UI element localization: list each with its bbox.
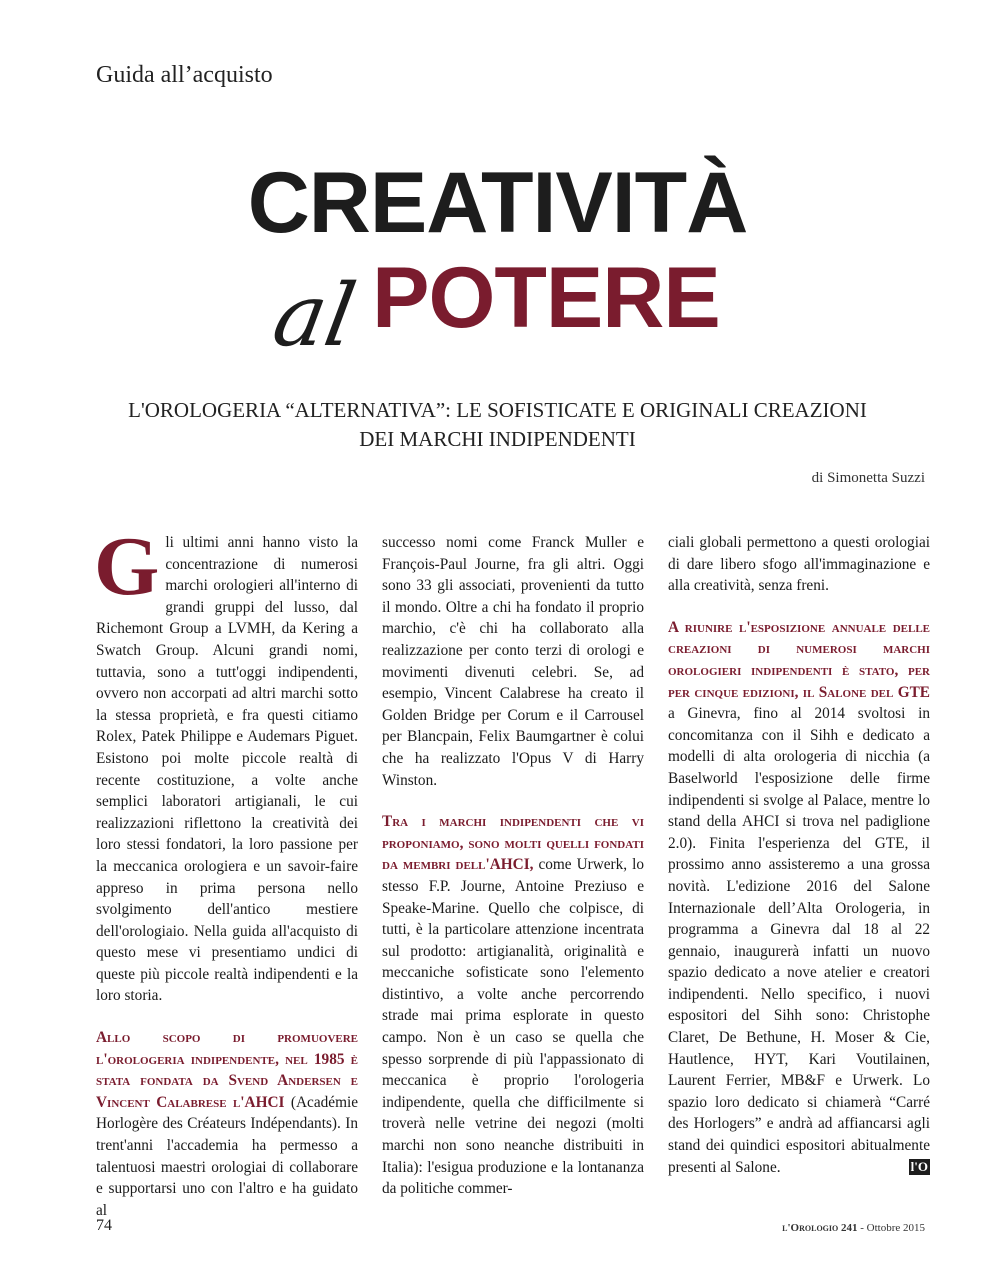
page-number: 74 <box>96 1217 112 1234</box>
paragraph <box>96 1027 358 1221</box>
headline-line-1: CREATIVITÀ <box>247 155 748 251</box>
article-column-1 <box>94 520 359 1241</box>
footer-credit <box>782 1222 925 1234</box>
paragraph <box>668 532 930 597</box>
lead-in: Allo scopo di promuovere l'orologeria indipendente, nel 1985 è stata fondata da Svend Andersen e Vincent Calabrese l'AHCI <box>96 1029 358 1111</box>
section-label: Guida all’acquisto <box>96 62 273 88</box>
paragraph-text: a Ginevra, fino al 2014 svoltosi in concomitanza con il Sihh e dedicato a modelli di alta orologeria di nicchia (a Baselworld l'esposizione delle firme indipendenti si svolge al Palace, mentre lo stand della AHCI si trova nel padiglione 2.0). Finita l'esperienza del GTE, il prossimo anno assisteremo a una grossa novità. L'edizione 2016 del Salone Internazionale dell’Alta Orologeria, in programma a Ginevra dal 18 al 22 gennaio, inaugurerà infatti un nuovo spazio dedicato a nove atelier e creatori indipendenti. Nello specifico, i nuovi espositori del Sihh sono: Christophe Claret, De Bethune, H. Moser & Cie, Hautlence, HYT, Kari Voutilainen, Laurent Ferrier, MB&F e Urwerk. Lo spazio loro dedicato si chiamerà “Carré des Horlogers” e andrà ad affiancarsi agli stand dei quindici espositori abitualmente presenti al Salone. <box>668 705 930 1176</box>
paragraph <box>382 811 644 1200</box>
subtitle <box>90 396 905 454</box>
lead-in: A riunire l'esposizione annuale delle creazioni di numerosi marchi orologieri indipendenti è stato, per per cinque edizioni, il Salone del GTE <box>668 618 930 701</box>
subtitle-line-1: L'OROLOGERIA “ALTERNATIVA”: LE SOFISTICATE E ORIGINALI CREAZIONI <box>128 398 867 422</box>
subtitle-line-2: DEI MARCHI INDIPENDENTI <box>359 427 636 451</box>
paragraph <box>94 520 358 1007</box>
paragraph-text: (Académie Horlogère des Créateurs Indépendants). In trent'anni l'accademia ha permesso a talentuosi maestri orologiai di collaborare e supportarsi uno con l'altro e ha guidato al <box>96 1093 359 1219</box>
paragraph <box>668 617 930 1178</box>
article-column-3 <box>668 532 930 1198</box>
paragraph <box>382 532 644 791</box>
magazine-name: l'Orologio <box>782 1222 839 1234</box>
headline-connector: al <box>266 266 363 366</box>
paragraph-text: ciali globali permettono a questi orologiai di dare libero sfogo all'immaginazione e alla creatività, senza freni. <box>668 534 930 595</box>
issue-date: - Ottobre 2015 <box>860 1222 925 1234</box>
drop-cap: G <box>94 520 160 613</box>
issue-number: 241 <box>840 1222 858 1234</box>
paragraph-text: li ultimi anni hanno visto la concentrazione di numerosi marchi orologieri all'interno di grandi gruppi del lusso, dal Richemont Group a LVMH, da Kering a Swatch Group. Alcuni grandi nomi, tuttavia, sono a tutt'oggi indipendenti, ovvero non accorpati ad altri marchi sotto la stessa proprietà, e fra questi citiamo Rolex, Patek Philippe e Audemars Piguet. Esistono poi molte piccole realtà di recente costituzione, a volte anche semplici laboratori artigianali, le cui realizzazioni riflettono la creatività dei loro stessi fondatori, la loro passione per la meccanica orologiera e un savoir-faire appreso in prima persona nello svolgimento dell'antico mestiere dell'orologiaio. Nella guida all'acquisto di questo mese vi presentiamo undici di queste più piccole realtà indipendenti e la loro storia. <box>96 534 358 1005</box>
lead-in: Tra i marchi indipendenti che vi proponiamo, sono molti quelli fondati da membri dell'AHCI, <box>382 813 644 874</box>
paragraph-text: come Urwerk, lo stesso F.P. Journe, Antoine Preziuso e Speake-Marine. Quello che colpisce, di tutti, è la particolare attenzione incentrata sul prodotto: artigianalità, originalità e meccaniche sofisticate sono l'elemento distintivo, a volte anche percorrendo strade mai prima esplorate in questo campo. Non è un caso se quella che spesso sorprende di più l'appassionato di meccanica è proprio l'orologeria indipendente, quella che difficilmente si troverà nelle vetrine dei negozi (molti marchi non sono neanche distribuiti in Italia): l'esigua produzione e la lontananza da politiche commer- <box>382 856 644 1198</box>
headline-line-2 <box>0 250 995 366</box>
paragraph-text: successo nomi come Franck Muller e François-Paul Journe, fra gli altri. Oggi sono 33 gli associati, provenienti da tutto il mondo. Oltre a chi ha fondato il proprio marchio, c'è chi ha collaborato alla realizzazione per conto terzi di orologi e movimenti divenuti celebri. Se, ad esempio, Vincent Calabrese ha creato il Golden Bridge per Corum e il Carrousel per Blancpain, Felix Baumgartner è colui che ha realizzato l'Opus V di Harry Winston. <box>382 534 644 789</box>
article-column-2 <box>382 532 644 1220</box>
headline-accent-word: POTERE <box>372 250 720 346</box>
byline: di Simonetta Suzzi <box>811 470 925 486</box>
end-mark-logo: l'O <box>910 1158 928 1174</box>
